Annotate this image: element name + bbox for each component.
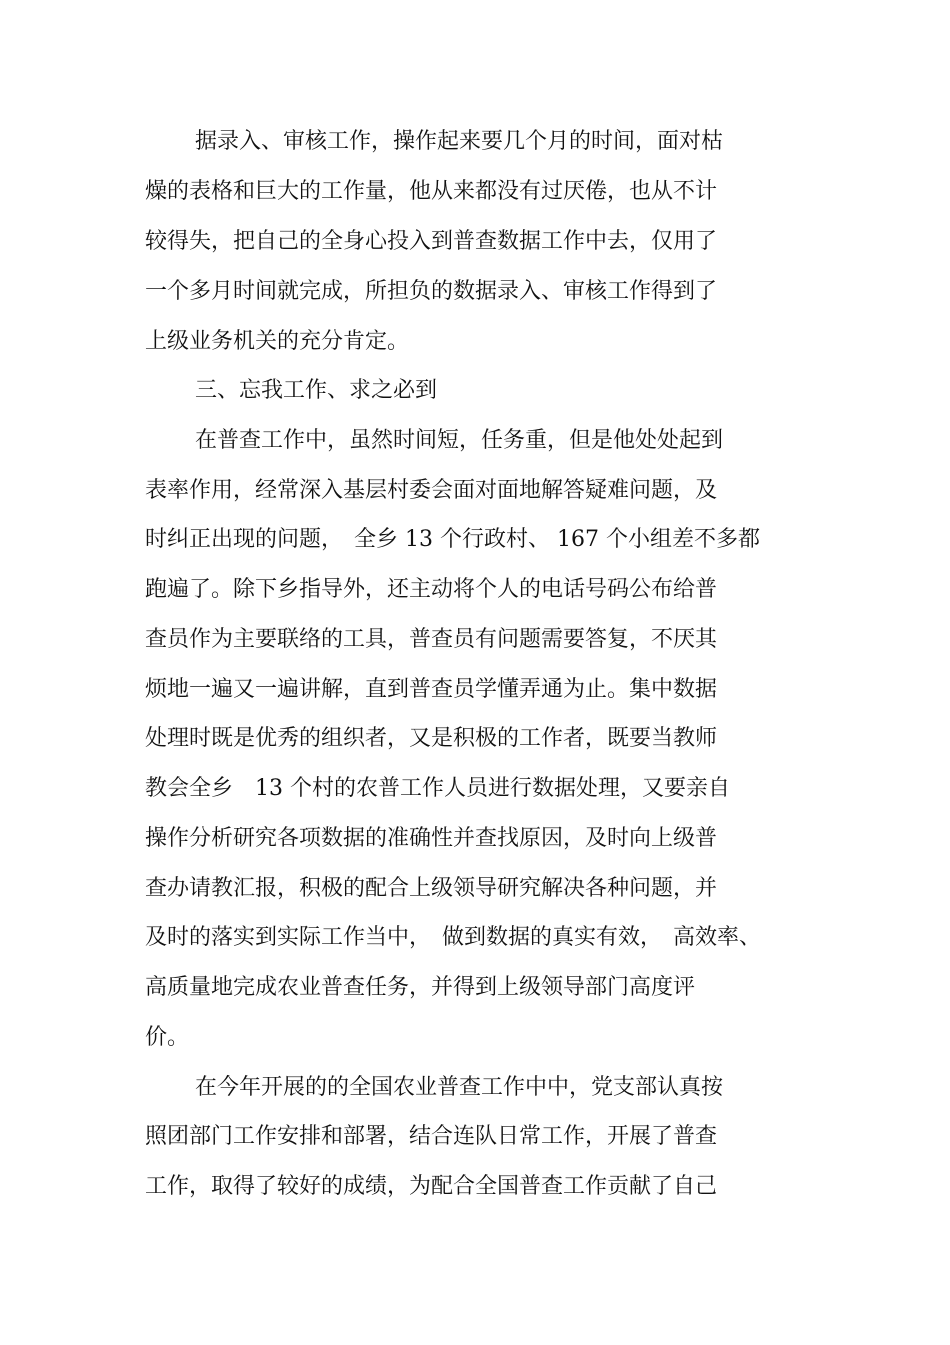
- body-text-line: 烦地一遍又一遍讲解，直到普查员学懂弄通为止。集中数据: [145, 677, 718, 702]
- body-text-line: 价。: [145, 1025, 190, 1050]
- body-text-line: 时纠正出现的问题， 全乡 13 个行政村、 167 个小组差不多都: [145, 527, 760, 552]
- body-text-line: 表率作用，经常深入基层村委会面对面地解答疑难问题，及: [145, 478, 718, 503]
- body-text-line: 操作分析研究各项数据的准确性并查找原因，及时向上级普: [145, 826, 718, 851]
- body-text-line: 查员作为主要联络的工具，普查员有问题需要答复，不厌其: [145, 627, 718, 652]
- body-text-line: 及时的落实到实际工作当中， 做到数据的真实有效， 高效率、: [145, 925, 762, 950]
- body-text-line: 跑遍了。除下乡指导外，还主动将个人的电话号码公布给普: [145, 577, 718, 602]
- body-text-line: 照团部门工作安排和部署，结合连队日常工作，开展了普查: [145, 1124, 718, 1149]
- body-text-line: 一个多月时间就完成，所担负的数据录入、审核工作得到了: [145, 279, 718, 304]
- body-text-line: 较得失，把自己的全身心投入到普查数据工作中去，仅用了: [145, 229, 718, 254]
- body-text-line: 教会全乡 13 个村的农普工作人员进行数据处理，又要亲自: [145, 776, 730, 801]
- section-heading: 三、忘我工作、求之必到: [195, 378, 438, 403]
- body-text-line: 处理时既是优秀的组织者，又是积极的工作者，既要当教师: [145, 726, 718, 751]
- body-text-line: 上级业务机关的充分肯定。: [145, 329, 410, 354]
- body-text-line: 燥的表格和巨大的工作量，他从来都没有过厌倦，也从不计: [145, 179, 718, 204]
- body-text-line: 在今年开展的的全国农业普查工作中中，党支部认真按: [195, 1075, 724, 1100]
- body-text-line: 查办请教汇报，积极的配合上级领导研究解决各种问题，并: [145, 876, 718, 901]
- body-text-line: 据录入、审核工作，操作起来要几个月的时间，面对枯: [195, 129, 724, 154]
- body-text-line: 工作，取得了较好的成绩，为配合全国普查工作贡献了自己: [145, 1174, 718, 1199]
- body-text-line: 在普查工作中，虽然时间短，任务重，但是他处处起到: [195, 428, 724, 453]
- body-text-line: 高质量地完成农业普查任务，并得到上级领导部门高度评: [145, 975, 696, 1000]
